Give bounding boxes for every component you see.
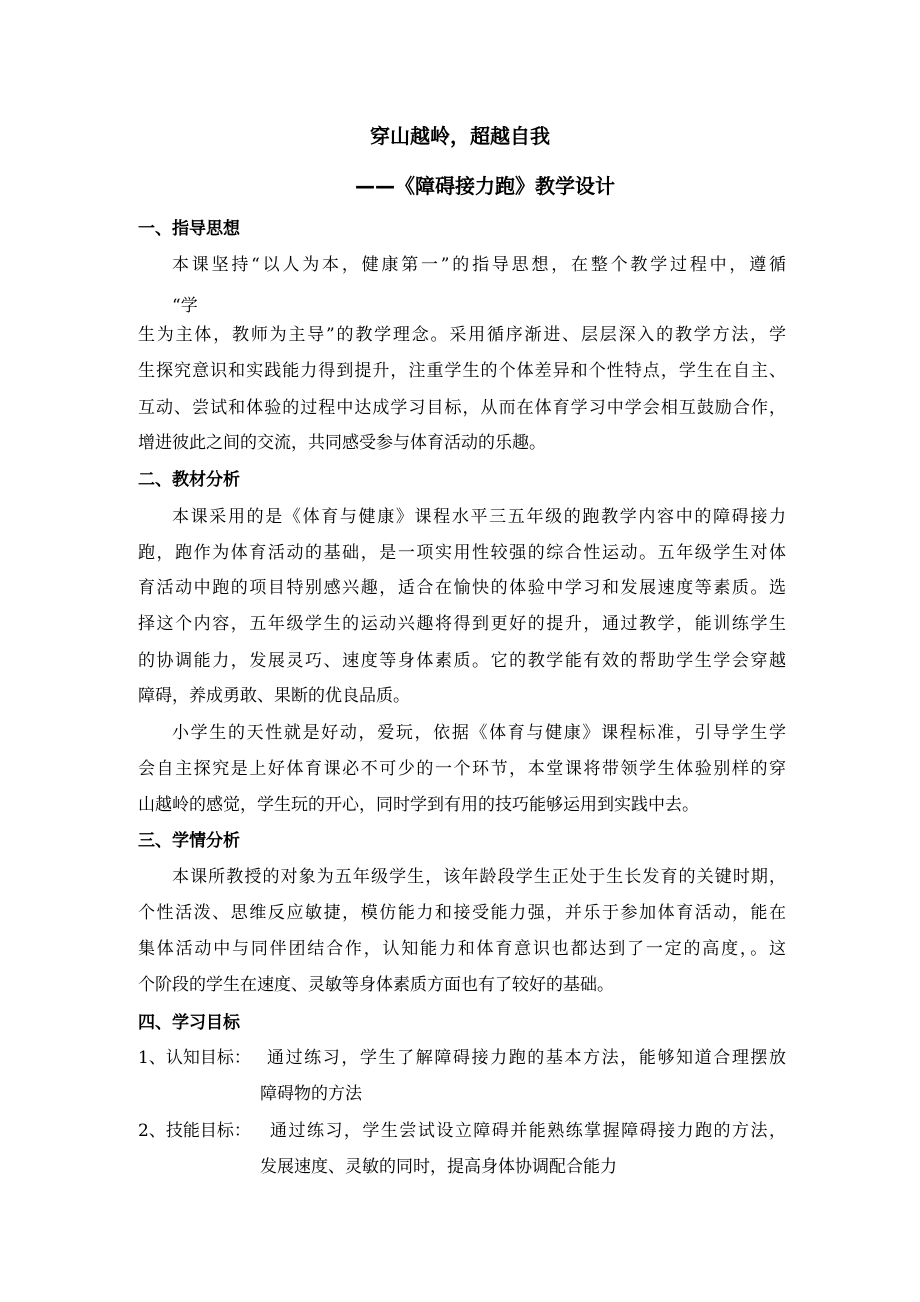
section-heading-guiding-ideas: 一、指导思想 (138, 219, 240, 239)
paragraph-line: “学 (172, 296, 198, 316)
paragraph-line: 集体活动中与同伴团结合作，认知能力和体育意识也都达到了一定的高度，。这 (138, 939, 786, 959)
paragraph-line: 本课坚持“以人为本，健康第一”的指导思想，在整个教学过程中，遵循 (172, 255, 786, 275)
paragraph-line: 增进彼此之间的交流，共同感受参与体育活动的乐趣。 (138, 433, 546, 453)
paragraph-line: 会自主探究是上好体育课必不可少的一个环节，本堂课将带领学生体验别样的穿 (138, 759, 786, 779)
goal-text-line: 障碍物的方法 (260, 1084, 362, 1104)
paragraph-line: 山越岭的感觉，学生玩的开心，同时学到有用的技巧能够运用到实践中去。 (138, 795, 699, 815)
paragraph-line: 的协调能力，发展灵巧、速度等身体素质。它的教学能有效的帮助学生学会穿越 (138, 651, 786, 671)
paragraph-line: 生探究意识和实践能力得到提升，注重学生的个体差异和个性特点，学生在自主、 (138, 361, 786, 381)
paragraph-line: 择这个内容，五年级学生的运动兴趣将得到更好的提升，通过教学，能训练学生 (138, 614, 786, 634)
paragraph-line: 本课所教授的对象为五年级学生，该年龄段学生正处于生长发育的关键时期， (172, 867, 786, 887)
goal-label-cognitive: 1、认知目标： (138, 1048, 251, 1068)
paragraph-line: 互动、尝试和体验的过程中达成学习目标，从而在体育学习中学会相互鼓励合作， (138, 398, 786, 418)
goal-text-line: 发展速度、灵敏的同时，提高身体协调配合能力 (260, 1157, 617, 1177)
paragraph-line: 个阶段的学生在速度、灵敏等身体素质方面也有了较好的基础。 (138, 975, 614, 995)
paragraph-line: 个性活泼、思维反应敏捷，模仿能力和接受能力强，并乐于参加体育活动，能在 (138, 903, 786, 923)
goal-label-skill: 2、技能目标： (138, 1121, 251, 1141)
goal-text-line: 通过练习，学生了解障碍接力跑的基本方法，能够知道合理摆放 (267, 1048, 786, 1068)
goal-text-line: 通过练习，学生尝试设立障碍并能熟练掌握障碍接力跑的方法， (270, 1121, 786, 1141)
paragraph-line: 生为主体，教师为主导”的教学理念。采用循序渐进、层层深入的教学方法，学 (138, 325, 786, 345)
section-heading-material-analysis: 二、教材分析 (138, 470, 240, 490)
paragraph-line: 小学生的天性就是好动，爱玩，依据《体育与健康》课程标准，引导学生学 (172, 723, 786, 743)
section-heading-learner-analysis: 三、学情分析 (138, 831, 240, 851)
paragraph-line: 跑，跑作为体育活动的基础，是一项实用性较强的综合性运动。五年级学生对体 (138, 543, 786, 563)
paragraph-line: 本课采用的是《体育与健康》课程水平三五年级的跑教学内容中的障碍接力 (172, 507, 786, 527)
document-title: 穿山越岭，超越自我 (370, 124, 550, 148)
paragraph-line: 育活动中跑的项目特别感兴趣，适合在愉快的体验中学习和发展速度等素质。选 (138, 578, 786, 598)
paragraph-line: 障碍，养成勇敢、果断的优良品质。 (138, 686, 410, 706)
document-subtitle: ——《障碍接力跑》教学设计 (355, 174, 615, 198)
section-heading-learning-goals: 四、学习目标 (138, 1013, 240, 1033)
